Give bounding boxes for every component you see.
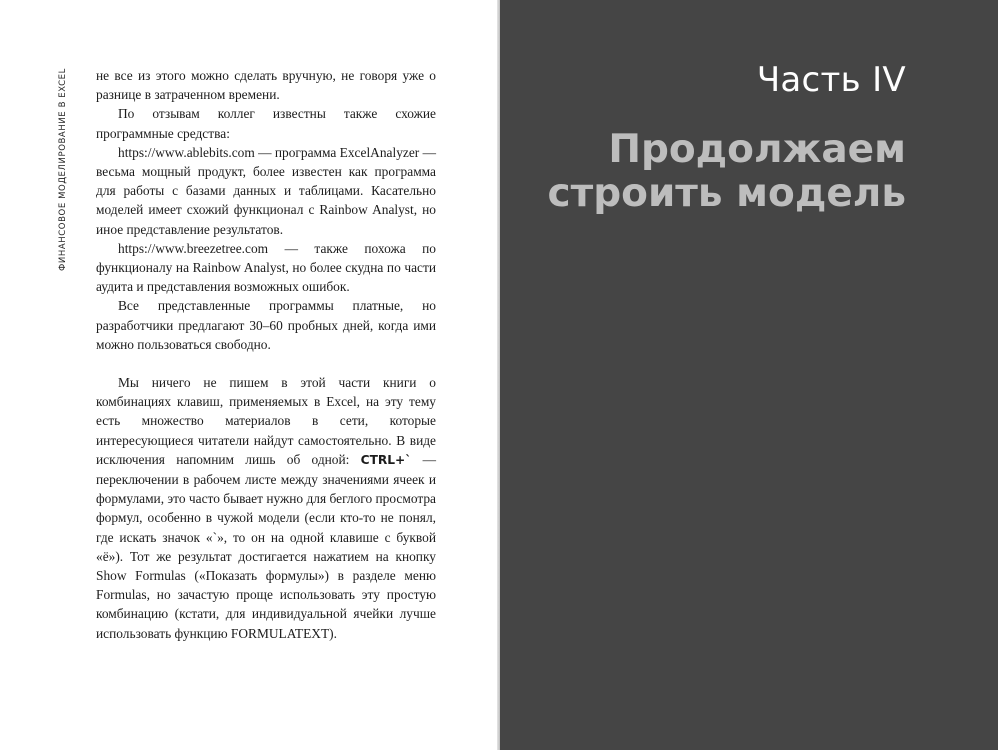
paragraph-ablebits: https://www.ablebits.com — программа ExcelAnalyzer — весьма мощный продукт, более известен как программа для работы с базами данных и таблицами. Касательно моделей имеет схожий функционал с Rainbow Analyst, но иное представление результатов. <box>96 144 436 237</box>
shortcut-text-before: Мы ничего не пишем в этой части книги о комбинациях клавиш, применяемых в Excel, на эту тему есть множество материалов в сети, которые интересующиеся читатели найдут самостоятельно. В виде исключения напомним лишь об одной: <box>96 375 436 467</box>
paragraph-shortcuts <box>96 373 436 643</box>
body-text <box>96 66 436 643</box>
part-title-line-2: строить модель <box>547 171 906 216</box>
paragraph-paid-programs: Все представленные программы платные, но разработчики предлагают 30–60 пробных дней, когда ими можно пользоваться свободно. <box>96 298 436 352</box>
right-page <box>500 0 998 750</box>
part-title-line-1: Продолжаем <box>608 127 906 172</box>
running-head: ФИНАНСОВОЕ МОДЕЛИРОВАНИЕ В EXCEL <box>58 68 68 271</box>
part-title <box>506 128 906 216</box>
part-label: Часть IV <box>756 60 906 100</box>
keyboard-shortcut: CTRL+` <box>360 452 412 467</box>
paragraph-breezetree: https://www.breezetree.com — также похожа по функционалу на Rainbow Analyst, но более скудна по части аудита и представления возможных ошибок. <box>96 240 436 295</box>
paragraph-continuation: не все из этого можно сделать вручную, не говоря уже о разнице в затраченном времени. <box>96 68 436 103</box>
paragraph-similar-tools: По отзывам коллег известны также схожие программные средства: <box>96 106 436 141</box>
left-page <box>0 0 497 750</box>
shortcut-text-after: — переключении в рабочем листе между значениями ячеек и формулами, это часто бывает нужно для беглого просмотра формул, особенно в чужой модели (если кто-то не понял, где искать значок «`», то он на одной клавише с буквой «ё»). Тот же результат достигается нажатием на кнопку Show Formulas («Показать формулы») в разделе меню Formulas, но зачастую проще использовать эту простую комбинацию (кстати, для индивидуальной ячейки лучше использовать функцию FORMULATEXT). <box>96 451 436 641</box>
